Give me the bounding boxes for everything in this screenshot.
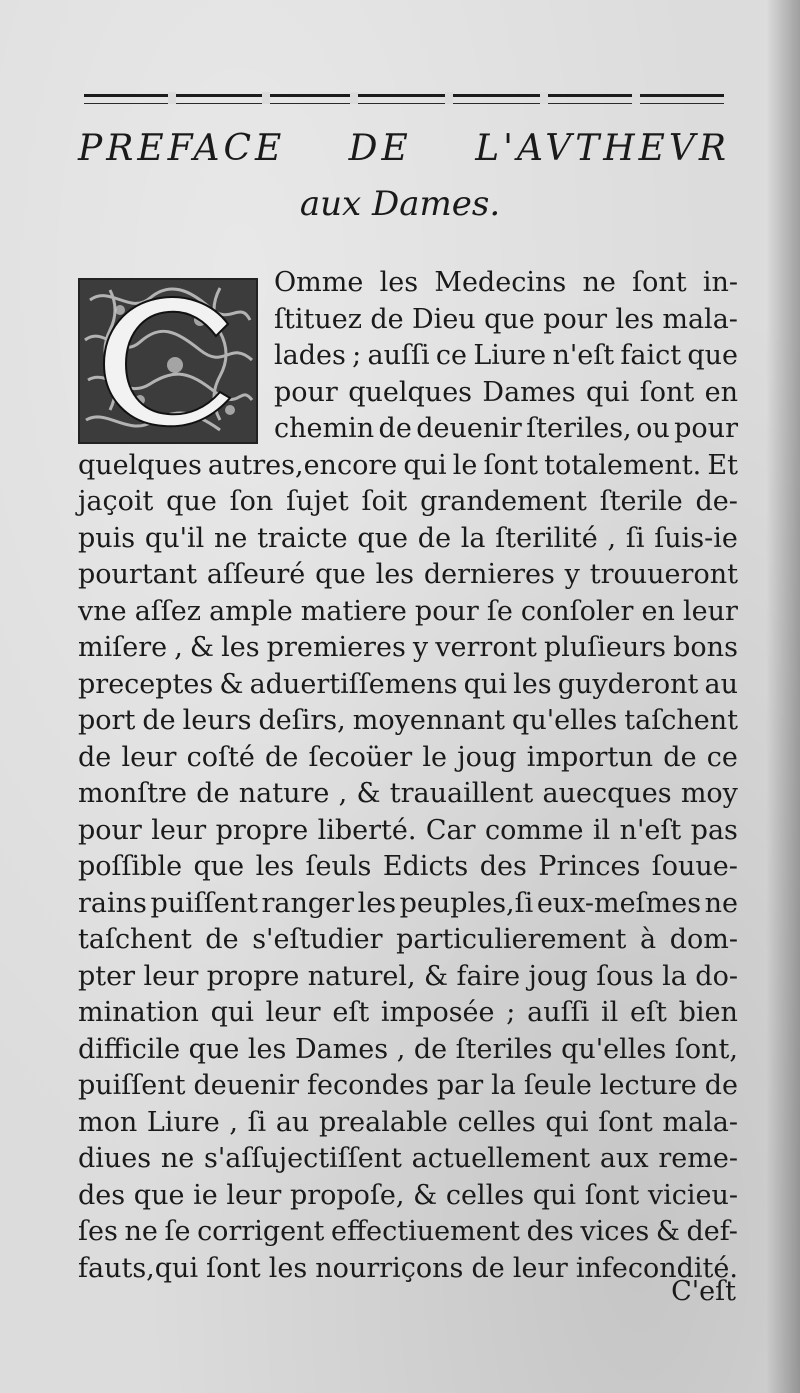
text-line: lades ; auſſi ce Liure n'eſt faict que [274, 340, 738, 371]
text-line: mon Liure , ſi au prealable celles qui ſont mala- [78, 1106, 738, 1138]
title-word: DE [348, 128, 412, 169]
text-line: difficile que les Dames , de ſteriles qu'elles ſont, [78, 1033, 738, 1065]
rule-break [168, 92, 176, 104]
text-line: ſtituez de Dieu que pour les mala- [274, 303, 738, 335]
page-subtitle: aux Dames. [299, 184, 501, 224]
text-line: taſchent de s'eſtudier particulierement à dom- [78, 924, 738, 955]
text-line: fauts,qui ſont les nourriçons de leur infecondité. [78, 1252, 738, 1284]
preface-text [78, 265, 738, 1287]
text-line: pour leur propre liberté. Car comme il n'eſt pas [78, 814, 738, 846]
text-line: chemin de deuenir ſteriles, ou pour [274, 413, 738, 444]
text-line: jaçoit que ſon ſujet ſoit grandement ſterile de- [78, 486, 738, 517]
text-line: miſere , & les premieres y verront pluſieurs bons [78, 632, 738, 663]
header-rule [84, 94, 724, 104]
title-word: PREFACE [78, 128, 286, 169]
text-line: diues ne s'aſſujectiſſent actuellement aux reme- [78, 1143, 738, 1174]
text-line: pour quelques Dames qui ſont en [274, 376, 738, 408]
text-line: port de leurs deſirs, moyennant qu'elles taſchent [78, 705, 738, 736]
text-line: pter leur propre naturel, & faire joug ſous la do- [78, 960, 738, 992]
rule-break [540, 92, 548, 104]
text-line: ſes ne ſe corrigent effectiuement des vices & def- [78, 1216, 738, 1247]
text-line: vne aſſez ample matiere pour ſe conſoler en leur [78, 595, 738, 627]
text-line: quelques autres,encore qui le ſont totalement. Et [78, 449, 738, 481]
text-line: de leur coſté de ſecoüer le joug importun de ce [78, 741, 738, 773]
catchword: C'eſt [671, 1276, 736, 1307]
title-word: L'AVTHEVR [475, 128, 730, 169]
text-line: poſſible que les ſeuls Edicts des Princes ſouue- [78, 851, 738, 882]
rule-break [632, 92, 640, 104]
text-line: des que ie leur propoſe, & celles qui ſont vicieu- [78, 1179, 738, 1211]
rule-break [350, 92, 358, 104]
text-line: puiſſent deuenir fecondes par la ſeule lecture de [78, 1070, 738, 1101]
text-line: mination qui leur eſt imposée ; auſſi il eſt bien [78, 997, 738, 1028]
text-line: Omme les Medecins ne ſont in- [274, 267, 738, 298]
text-line: monſtre de nature , & trauaillent auecques moy [78, 778, 738, 809]
text-line: puis qu'il ne traicte que de la ſterilité , ſi ſuis-ie [78, 522, 738, 554]
page-title [78, 128, 730, 169]
text-line: preceptes & aduertiſſemens qui les guyderont au [78, 668, 738, 700]
rule-break [445, 92, 453, 104]
text-line: pourtant aſſeuré que les dernieres y trouueront [78, 559, 738, 590]
rule-break [262, 92, 270, 104]
text-line: rains puiſſent ranger les peuples,ſi eux-meſmes ne [78, 887, 738, 919]
